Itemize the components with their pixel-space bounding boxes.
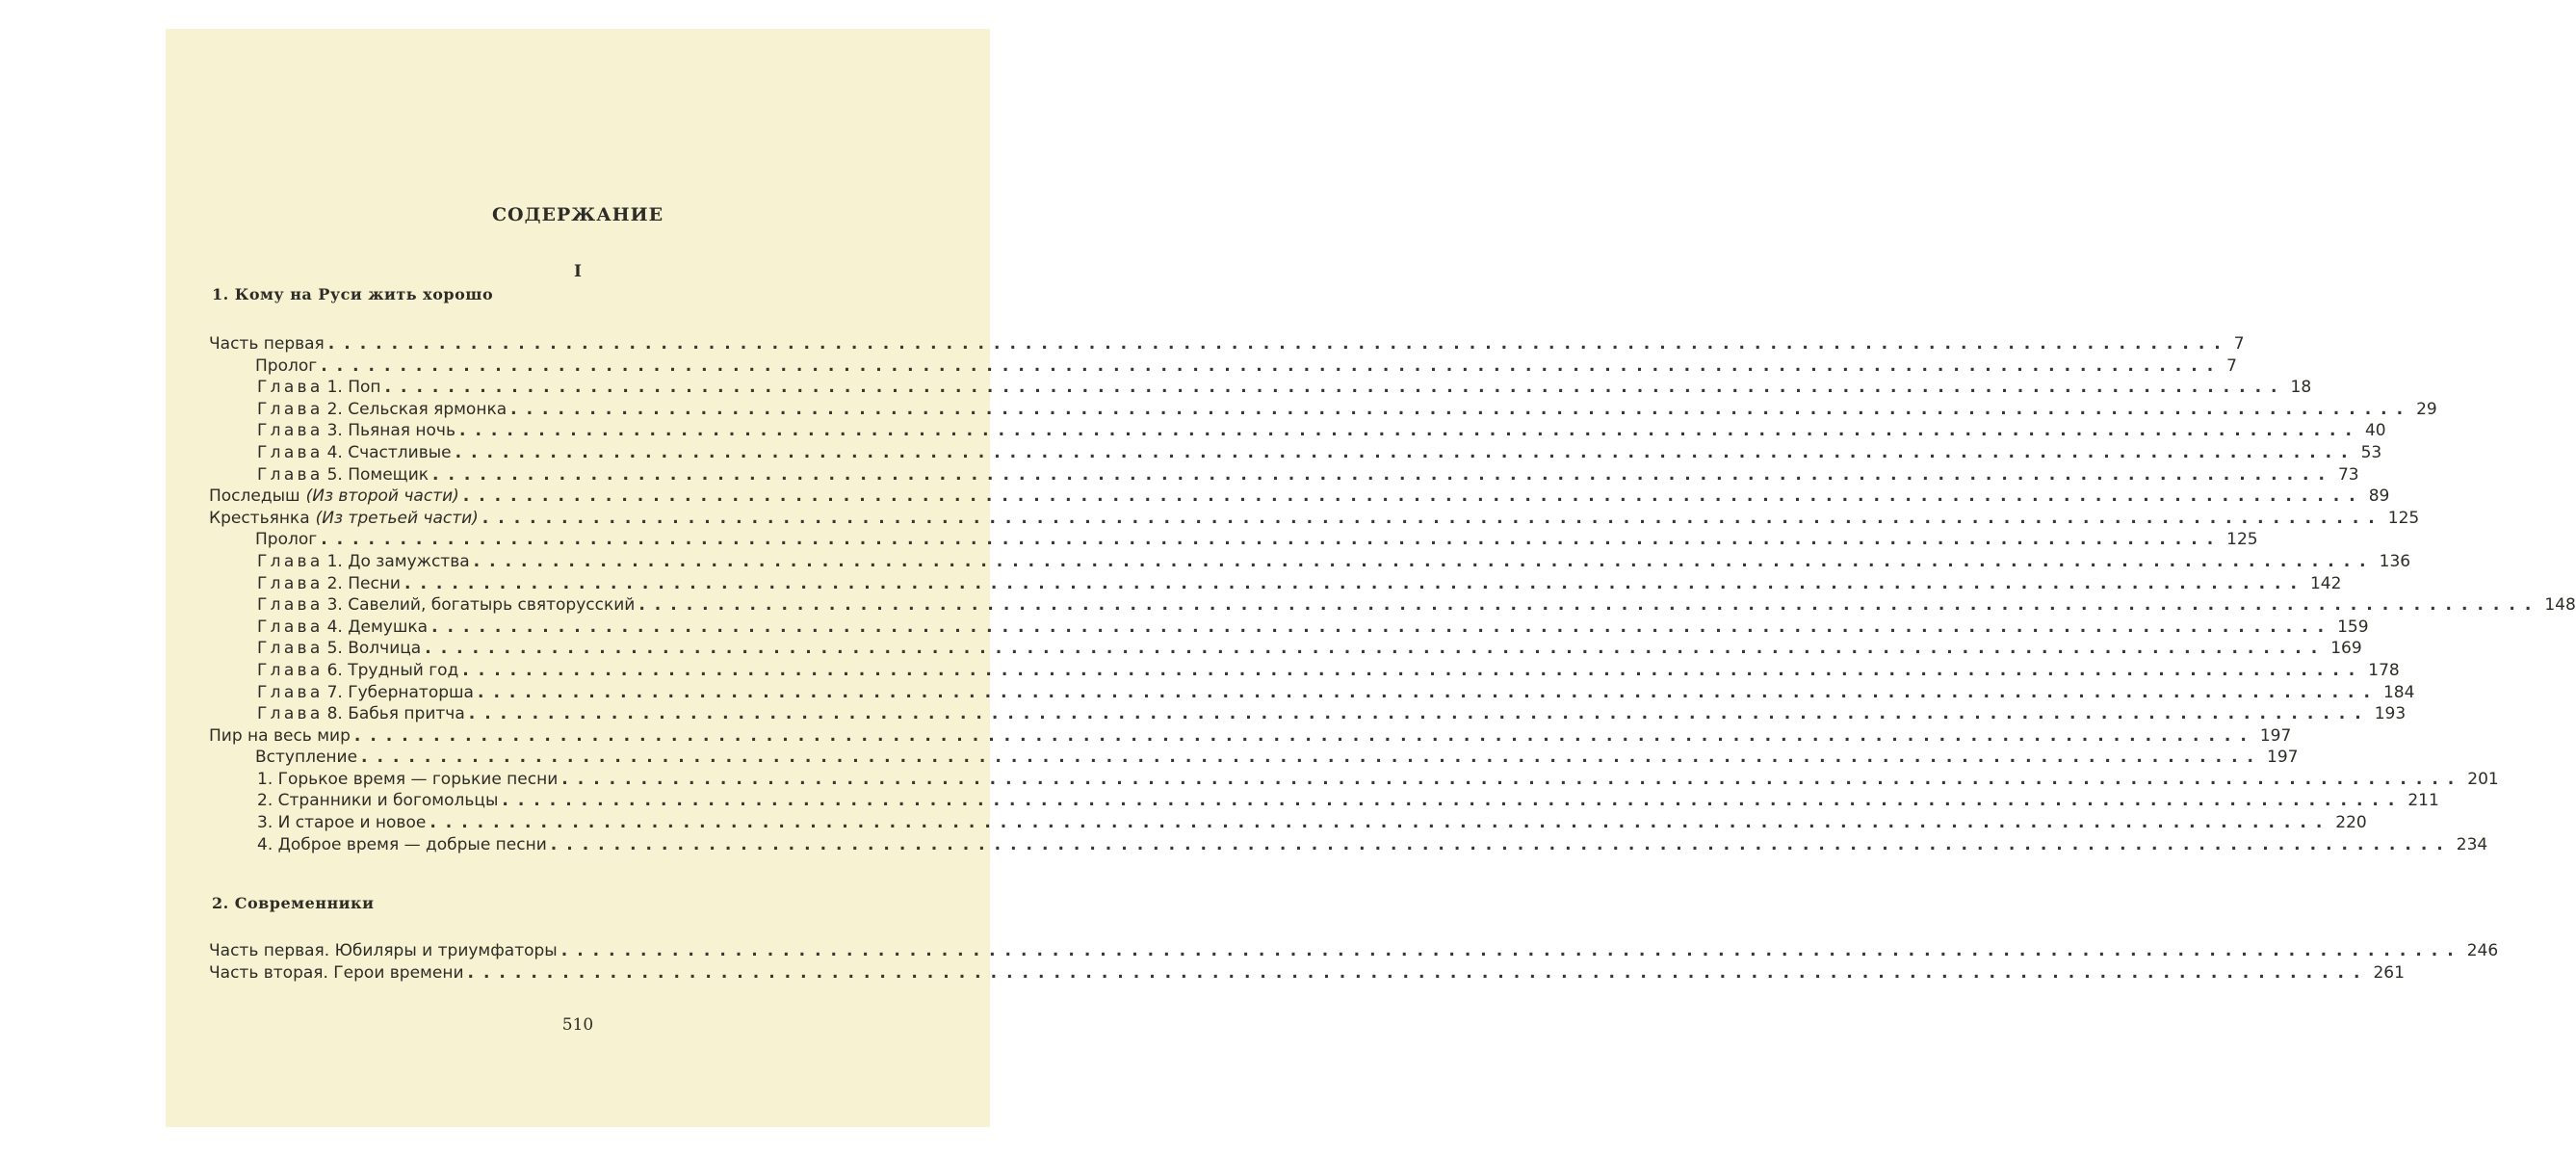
toc-entry: [209, 573, 2342, 595]
chapter-prefix: Глава: [257, 378, 324, 398]
entry-text: 8. Бабья притча: [326, 704, 465, 724]
leader-dots: ........................................................................................................................: [431, 617, 2334, 637]
toc-entry-title: [209, 747, 357, 769]
section-heading-1: 1. Кому на Руси жить хорошо: [212, 285, 494, 303]
toc-entry-title: [209, 508, 479, 530]
entry-page-number: 89: [2368, 486, 2390, 507]
toc-entry: [209, 682, 2415, 704]
toc-entry: [209, 725, 2292, 748]
toc-entry-title: [209, 464, 429, 486]
leader-dots: ........................................................................................................................: [432, 464, 2334, 485]
toc-entry: [209, 812, 2367, 834]
entry-text: Часть первая. Юбиляры и триумфаторы: [209, 941, 558, 960]
toc-entry-title: [209, 529, 317, 551]
toc-entry-title: [209, 638, 421, 660]
entry-text: 5. Помещик: [326, 464, 429, 485]
entry-page-number: 178: [2368, 660, 2400, 680]
entry-text: 4. Счастливые: [326, 442, 452, 462]
toc-entry-title: [209, 834, 547, 856]
entry-page-number: 7: [2226, 355, 2237, 376]
toc-entry-title: [209, 333, 325, 355]
entry-text: 5. Волчица: [326, 639, 422, 659]
leader-dots: ........................................................................................................................: [467, 962, 2370, 983]
entry-page-number: 125: [2226, 530, 2258, 550]
entry-text: Часть первая: [209, 334, 325, 354]
entry-note: (Из второй части): [305, 486, 459, 507]
toc-entry-title: [209, 617, 428, 639]
toc-entry: [209, 377, 2312, 399]
toc-entry-title: [209, 812, 426, 834]
toc-entry-title: [209, 486, 459, 508]
entry-text: 1. Горькое время — горькие песни: [257, 769, 559, 789]
entry-page-number: 193: [2374, 704, 2407, 724]
entry-text: 3. Пьяная ночь: [326, 421, 455, 441]
toc-entry: [209, 486, 2390, 508]
entry-text: 3. И старое и новое: [257, 813, 427, 833]
entry-page-number: 40: [2364, 421, 2386, 441]
entry-page-number: 184: [2382, 682, 2415, 702]
entry-note: (Из третьей части): [315, 508, 479, 528]
entry-page-number: 201: [2467, 769, 2499, 789]
entry-page-number: 211: [2407, 791, 2439, 811]
toc-entry-title: [209, 355, 317, 378]
chapter-prefix: Глава: [257, 551, 324, 571]
entry-text: Пролог: [255, 530, 318, 550]
toc-entry-title: [209, 682, 474, 704]
toc-entry-title: [209, 703, 465, 725]
entry-text: 7. Губернаторша: [326, 682, 474, 702]
entry-page-number: 136: [2379, 551, 2411, 571]
toc-entry: [209, 551, 2411, 573]
toc-entry: [209, 617, 2369, 639]
toc-section-1: [209, 333, 2576, 855]
leader-dots: ........................................................................................................................: [353, 725, 2256, 746]
leader-dots: ........................................................................................................................: [403, 573, 2306, 593]
toc-entry: [209, 594, 2576, 617]
page-number: 510: [561, 1015, 594, 1035]
entry-text: 1. До замужства: [326, 551, 470, 571]
entry-page-number: 73: [2337, 464, 2359, 485]
toc-entry: [209, 464, 2359, 486]
volume-number: I: [574, 262, 582, 281]
toc-entry: [209, 638, 2362, 660]
leader-dots: ........................................................................................................................: [321, 530, 2224, 550]
toc-entry: [209, 333, 2245, 355]
entry-page-number: 159: [2337, 617, 2369, 637]
toc-entry: [209, 962, 2405, 985]
toc-entry: [209, 660, 2400, 682]
toc-entry-title: [209, 442, 452, 464]
entry-page-number: 142: [2309, 573, 2342, 593]
toc-entry: [209, 399, 2437, 421]
toc-entry-title: [209, 551, 470, 573]
toc-section-2: [209, 940, 2499, 984]
toc-entry-title: [209, 769, 558, 791]
chapter-prefix: Глава: [257, 442, 324, 462]
leader-dots: ........................................................................................................................: [550, 834, 2453, 854]
toc-entry: [209, 790, 2439, 812]
leader-dots: ........................................................................................................................: [473, 551, 2376, 571]
entry-page-number: 125: [2387, 508, 2420, 528]
leader-dots: ........................................................................................................................: [429, 813, 2332, 833]
entry-text: 2. Странники и богомольцы: [257, 791, 499, 811]
chapter-prefix: Глава: [257, 399, 324, 419]
chapter-prefix: Глава: [257, 639, 324, 659]
leader-dots: ........................................................................................................................: [384, 378, 2287, 398]
leader-dots: ........................................................................................................................: [361, 748, 2264, 768]
leader-dots: ........................................................................................................................: [462, 660, 2365, 680]
book-page: [166, 29, 2576, 1127]
toc-entry: [209, 834, 2488, 856]
toc-entry-title: [209, 594, 635, 617]
toc-entry: [209, 769, 2499, 791]
entry-text: 3. Савелий, богатырь святорусский: [326, 595, 636, 616]
leader-dots: ........................................................................................................................: [462, 486, 2365, 507]
entry-page-number: 148: [2544, 595, 2576, 616]
entry-text: Последыш: [209, 486, 300, 507]
toc-entry-title: [209, 420, 455, 442]
entry-text: 2. Сельская ярмонка: [326, 399, 507, 419]
entry-text: 4. Доброе время — добрые песни: [257, 834, 547, 854]
toc-entry-title: [209, 725, 351, 748]
page-title: СОДЕРЖАНИЕ: [491, 204, 664, 225]
leader-dots: ........................................................................................................................: [455, 442, 2357, 462]
section-heading-2: 2. Современники: [212, 894, 375, 912]
toc-entry: [209, 529, 2258, 551]
toc-entry: [209, 703, 2407, 725]
toc-entry-title: [209, 660, 458, 682]
entry-text: Крестьянка: [209, 508, 310, 528]
leader-dots: ........................................................................................................................: [477, 682, 2380, 702]
entry-text: 2. Песни: [326, 573, 401, 593]
entry-page-number: 29: [2416, 399, 2437, 419]
entry-page-number: 220: [2335, 813, 2367, 833]
chapter-prefix: Глава: [257, 573, 324, 593]
entry-text: 1. Поп: [326, 378, 381, 398]
leader-dots: ........................................................................................................................: [510, 399, 2413, 419]
leader-dots: ........................................................................................................................: [468, 704, 2371, 724]
toc-entry: [209, 355, 2237, 378]
entry-page-number: 18: [2290, 378, 2312, 398]
entry-page-number: 169: [2330, 639, 2362, 659]
toc-entry-title: [209, 399, 507, 421]
entry-page-number: 197: [2259, 725, 2292, 746]
entry-text: 4. Демушка: [326, 617, 429, 637]
entry-text: Вступление: [255, 748, 358, 768]
entry-page-number: 53: [2360, 442, 2382, 462]
toc-entry-title: [209, 573, 401, 595]
entry-page-number: 197: [2267, 748, 2299, 768]
leader-dots: ........................................................................................................................: [502, 791, 2405, 811]
chapter-prefix: Глава: [257, 595, 324, 616]
chapter-prefix: Глава: [257, 464, 324, 485]
toc-entry: [209, 940, 2499, 962]
toc-entry-title: [209, 940, 558, 962]
entry-text: 6. Трудный год: [326, 660, 459, 680]
leader-dots: ........................................................................................................................: [560, 941, 2463, 960]
entry-page-number: 7: [2233, 334, 2245, 354]
leader-dots: ........................................................................................................................: [321, 355, 2224, 376]
entry-text: Пролог: [255, 355, 318, 376]
leader-dots: ........................................................................................................................: [425, 639, 2328, 659]
toc-entry: [209, 442, 2382, 464]
chapter-prefix: Глава: [257, 660, 324, 680]
entry-page-number: 234: [2456, 834, 2488, 854]
entry-text: Пир на весь мир: [209, 725, 351, 746]
entry-text: Часть вторая. Герои времени: [209, 962, 464, 983]
toc-entry-title: [209, 790, 498, 812]
chapter-prefix: Глава: [257, 421, 324, 441]
chapter-prefix: Глава: [257, 617, 324, 637]
leader-dots: ........................................................................................................................: [638, 595, 2541, 616]
leader-dots: ........................................................................................................................: [561, 769, 2464, 789]
chapter-prefix: Глава: [257, 682, 324, 702]
toc-entry: [209, 508, 2420, 530]
chapter-prefix: Глава: [257, 704, 324, 724]
toc-entry: [209, 747, 2299, 769]
toc-entry-title: [209, 962, 464, 985]
leader-dots: ........................................................................................................................: [459, 421, 2361, 441]
toc-entry: [209, 420, 2386, 442]
leader-dots: ........................................................................................................................: [327, 334, 2230, 354]
toc-entry-title: [209, 377, 381, 399]
entry-page-number: 246: [2466, 941, 2499, 960]
entry-page-number: 261: [2373, 962, 2405, 983]
leader-dots: ........................................................................................................................: [481, 508, 2384, 528]
